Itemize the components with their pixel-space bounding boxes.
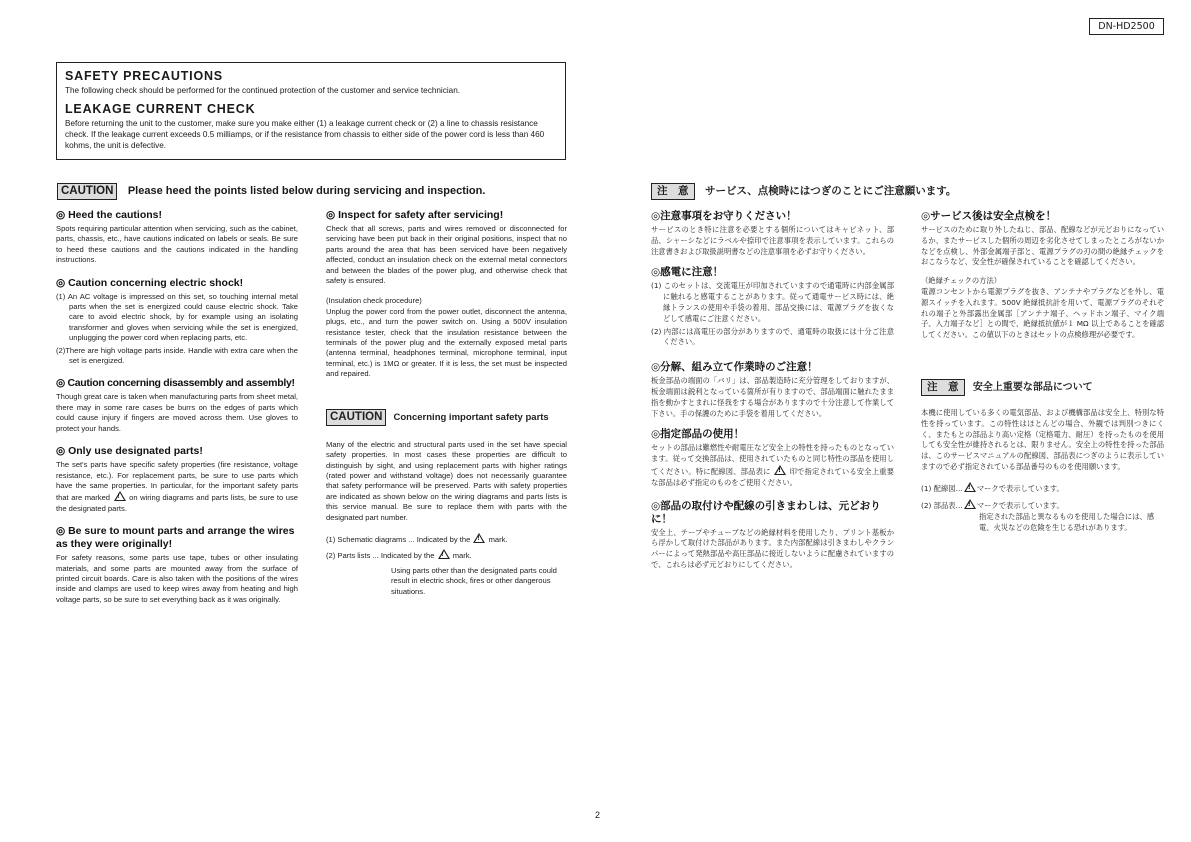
caution-sub-bar: [326, 409, 567, 426]
caution-bar-en: [57, 181, 485, 200]
paragraph: Check that all screws, parts and wires removed or disconnected for servicing have been put back in their original positions, inspect that no parts around the area that has been serviced have been negatively affected, conduct an insulation check on the external metal connectors and between the blades of the power plug, and otherwise check that safety is ensured.: [326, 224, 567, 286]
sub-heading: (Insulation check procedure): [326, 296, 422, 306]
paragraph: Though great care is taken when manufacturing parts from sheet metal, there may in some rare cases be burrs on the edges of parts which could cause injury if fingers are moved across them. Use gloves to protect your hands.: [56, 392, 298, 433]
warning-triangle-icon: [964, 499, 976, 509]
note: Using parts other than the designated parts could result in electric shock, fires or other dangerous situations.: [391, 565, 557, 596]
safety-precautions-box: [56, 62, 566, 160]
caution-bar-jp: [651, 181, 956, 200]
heading: ◎ Caution concerning disassembly and assembly!: [56, 377, 295, 390]
warning-triangle-icon: [774, 465, 786, 475]
paragraph: Unplug the power cord from the power outlet, disconnect the antenna, plugs, etc., and turn the power switch on. Using a 500V insulation resistance tester, check that the insulation resistance between the terminals of the power plug and the externally exposed metal parts (antenna terminal, headphones terminal, microphone terminal, input terminal, etc.) is 1MΩ or greater. If it is less, the set must be inspected and repaired.: [326, 306, 567, 379]
warning-triangle-icon: [473, 533, 485, 543]
safety-precautions-title: SAFETY PRECAUTIONS: [65, 69, 223, 83]
text: mark.: [488, 534, 508, 544]
list-item: [326, 533, 567, 545]
leakage-check-text: Before returning the unit to the customer, make sure you make either (1) a leakage current check or (2) a line to chassis resistance check. If the leakage current exceeds 0.5 milliamps, or if the resistance from chassis to either side of the power cord is less than 460 kohms, the unit is defective.: [65, 119, 545, 150]
text: mark.: [452, 551, 472, 561]
text: マークで表示しています。: [976, 500, 1064, 510]
caution-badge: CAUTION: [57, 183, 117, 200]
model-number: DN-HD2500: [1089, 18, 1164, 35]
paragraph: 本機に使用している多くの電気部品、および機構部品は安全上、特別な特性を持っています。この特性はほとんどの場合、外観では判別つきにくく、またもとの部品より高い定格（定格電力、耐圧）を持ったものを使用しても安全性が維持されるとは、限りません。安全上の特性を持った部品は、このサービスマニュアルの配線図、部品表につぎのように表示していますので必ず指定されている部品番号のものを使用願います。: [921, 407, 1164, 471]
paragraph: 安全上、テープやチューブなどの絶縁材料を使用したり、プリント基板から浮かして取付けた部品があります。また内部配線は引きまわしやクランパーによって発熱部品や高圧部品に接近しないように配慮されていますので、これらは必ず元どおりにしてください。: [651, 527, 894, 569]
safety-precautions-text: The following check should be performed for the continued protection of the customer and service technician.: [65, 86, 461, 95]
paragraph: サービスのために取り外したねじ、部品、配線などが元どおりになっているか、またサービスした個所の周辺を劣化させてしまったところがないかなどを点検し、外部金属端子部と、電源プラグの刃の間の絶縁チェックをおこなうなど、安全性が確保されていることを確認してください。: [921, 225, 1164, 267]
list-item: (1) An AC voltage is impressed on this set, so touching internal metal parts when the set is energized could cause electric shock. Take care to avoid electric shock, by for example using an isolating transformer and gloves when servicing while the set is energized, unplugging the power cord when replacing parts, etc.: [56, 291, 298, 343]
page-number: 2: [595, 810, 601, 820]
text: The set's parts have specific safety properties (fire resistance, voltage resistance, etc.). For replacement parts, be sure to use parts which have the same properties. In particular, for the important safety parts that are marked: [56, 460, 298, 503]
text: セットの部品は難燃性や耐電圧など安全上の特性を持ったものとなっています。従って交換部品は、使用されていたものと同じ特性の部品を使用してください。特に配線図、部品表に: [651, 443, 894, 476]
paragraph: 板金部品の端面の「バリ」は、部品製造時に充分管理をしておりますが、板金端面は鋭利となっている箇所が有りますので、部品端面に触れたまま指を動かすとまれに怪我をする場合がありますので十分注意して作業して下さい。手の保護のために手袋を着用してください。: [651, 376, 894, 418]
text: 印で指定されている安全上重要な部品は必ず指定のものをご使用ください。: [651, 466, 894, 487]
paragraph: Spots requiring particular attention when servicing, such as the cabinet, parts, chassis, etc., have cautions indicated on labels or seals. Be sure to heed these cautions and the cautions indicated in the handling instructions.: [56, 224, 298, 265]
paragraph: 電源コンセントから電源プラグを抜き、アンテナやプラグなどを外し、電源スイッチを入れます。500V 絶縁抵抗計を用いて、電源プラグのそれぞれの端子と外部露出金属部［アンテナ端子、ヘッドホン端子、マイク端子、入力端子など］との間で、絶縁抵抗値が１ MΩ 以上であることを確認してください。この値以下のときはセットの点検修理が必要です。: [921, 286, 1164, 340]
heading: ◎ Only use designated parts!: [56, 445, 203, 458]
text: (2) 部品表…: [921, 500, 963, 510]
heading: ◎指定部品の使用！: [651, 428, 745, 441]
caution-heading: Please heed the points listed below during servicing and inspection.: [127, 185, 486, 197]
heading: ◎部品の取付けや配線の引きまわしは、元どおりに！: [651, 499, 881, 525]
text: (2) Parts lists ... Indicated by the: [326, 551, 435, 561]
caution-sub-title: Concerning important safety parts: [393, 411, 549, 423]
list-item: [921, 482, 1164, 495]
heading: ◎感電に注意！: [651, 266, 724, 279]
leakage-check-title: LEAKAGE CURRENT CHECK: [65, 102, 256, 116]
column-3: [651, 210, 894, 571]
text: マークで表示しています。: [976, 483, 1064, 493]
text: (1) 配線図…: [921, 483, 963, 493]
caution-heading: サービス、点検時にはつぎのことにご注意願います。: [704, 185, 957, 197]
list-item: (2)There are high voltage parts inside. Handle with extra care when the set is energized.: [56, 345, 298, 366]
caution-badge: CAUTION: [326, 409, 386, 426]
note: 指定された部品と異なるものを使用した場合には、感電、火災などの危険を生じる恐れがあります。: [979, 512, 1155, 533]
column-4: [921, 210, 1164, 534]
text: (1) Schematic diagrams ... Indicated by the: [326, 534, 471, 544]
caution-sub-title: 安全上重要な部品について: [972, 381, 1093, 393]
heading: ◎注意事項をお守りください！: [651, 210, 797, 222]
list-item: (2) 内部には高電圧の部分がありますので、通電時の取扱には十分ご注意ください。: [651, 326, 894, 347]
heading: ◎ Be sure to mount parts and arrange the wires as they were originally!: [56, 525, 295, 551]
column-2: [326, 209, 567, 597]
text: on wiring diagrams and parts lists, be sure to use the designated parts.: [56, 493, 298, 513]
warning-triangle-icon: [438, 549, 450, 559]
caution-sub-bar: [921, 379, 1164, 396]
column-1: [56, 209, 298, 605]
heading: ◎サービス後は安全点検を！: [921, 210, 1057, 222]
paragraph: [651, 443, 894, 488]
heading: ◎ Inspect for safety after servicing!: [326, 209, 504, 221]
heading: ◎ Caution concerning electric shock!: [56, 276, 244, 289]
list-item: [326, 549, 567, 561]
warning-triangle-icon: [114, 491, 126, 501]
caution-badge: 注 意: [921, 379, 965, 396]
sub-heading: （絶縁チェックの方法）: [921, 276, 1002, 286]
paragraph: [56, 460, 298, 514]
warning-triangle-icon: [964, 482, 976, 492]
paragraph: Many of the electric and structural parts used in the set have special safety properties. In most cases these properties are difficult to distinguish by sight, and using replacement parts with higher ratings (rated power and withstand voltage) does not necessarily guarantee that safety performance will be preserved. Parts with safety properties are indicated as shown below on the wiring diagrams and parts lists is this service manual. Be sure to replace them with parts with the designated part number.: [326, 439, 567, 522]
list-item: [921, 499, 1164, 512]
paragraph: For safety reasons, some parts use tape, tubes or other insulating materials, and some parts are mounted away from the surface of printed circuit boards. Care is also taken with the positions of the wires inside and clamps are used to keep wires away from heating and high voltage parts, so be sure to set everything back as it was originally.: [56, 553, 298, 604]
heading: ◎ Heed the cautions!: [56, 209, 163, 221]
heading: ◎分解、組み立て作業時のご注意！: [651, 361, 818, 374]
caution-badge: 注 意: [651, 183, 695, 200]
paragraph: サービスのとき特に注意を必要とする個所についてはキャビネット、部品、シャーシなどにラベルや捺印で注意事項を表示しています。これらの注意書きおよび取扱説明書などの注意事項を必ずお守りください。: [651, 225, 894, 256]
list-item: (1) このセットは、交流電圧が印加されていますので通電時に内部金属部に触れると感電することがあります。従って通電サービス時には、絶縁トランスの使用や手袋の着用、部品交換には、電源プラグを抜くなどして感電にご注意ください。: [651, 281, 894, 323]
